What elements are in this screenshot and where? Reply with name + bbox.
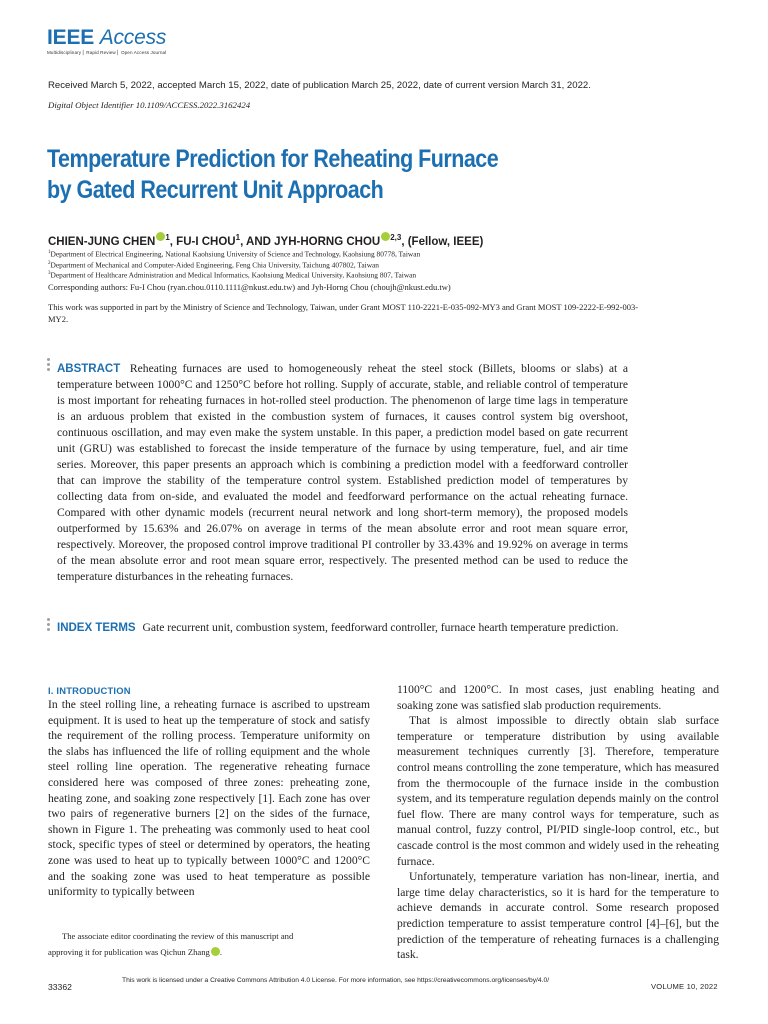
intro-paragraph-1: In the steel rolling line, a reheating furnace is ascribed to upstream equipment. It is used to heat up the temperature of stock and satisfy the requirement of the rolling process. Temperature uniformity on the slabs has influenced the life of rolling equipment and the whole steel rolling line operation. The regenerative reheating furnace considered here was composed of three zones: preheating zone, heating zone, and soaking zone respectively [1]. Each zone has over two pairs of regenerative burners [2] on the sides of the furnace, shown in Figure 1. The preheating was commonly used to heat cool stock, specific types of steel or determined by operators, the heating zone was used to heat up to typically between 1000°C and 1200°C and the soaking zone was used to heat temperature as possible uniformity to typically between bbox=[48, 698, 370, 899]
affiliation-number: 3 bbox=[48, 271, 51, 277]
footnote-editor: approving it for publication was Qichun Zhang bbox=[48, 947, 210, 957]
index-terms bbox=[57, 620, 628, 636]
affiliation-item bbox=[48, 248, 420, 259]
affiliation-text: Department of Mechanical and Computer-Aided Engineering, Feng Chia University, Taichung 407802, Taiwan bbox=[50, 260, 380, 270]
right-column bbox=[397, 682, 719, 963]
orcid-icon[interactable] bbox=[156, 232, 165, 241]
author-suffix: , (Fellow, IEEE) bbox=[401, 235, 484, 248]
affiliation-item bbox=[48, 259, 420, 270]
intro-paragraph-3: Unfortunately, temperature variation has non-linear, inertia, and large time delay characteristics, so it is hard for the temperature to achieve demands in accurate control. Some research proposed prediction temperature to assist temperature control [4]–[6], but the prediction of the temperature of reheating furnaces is a challenging task. bbox=[397, 870, 719, 962]
affiliation-number: 1 bbox=[48, 250, 51, 255]
abstract-text: Reheating furnaces are used to homogeneously reheat the steel stock (Billets, blooms or slabs) at a temperature between 1000°C and 1250°C before hot rolling. Supply of accurate, stable, and reliable control of temperature is most important for reheating furnaces in hot-rolled steel production. The phenomenon of large time lags in temperature is an arduous problem that existed in the combustion system of furnaces, it causes control system big overshoot, continuous oscillation, and may even make the system unstable. In this paper, a prediction model based on gate recurrent unit (GRU) was established to forecast the inside temperature of the furnace by using temperature, fuel, and air time series. Moreover, this paper presents an approach which is combining a prediction model with a feedforward controller that can improve the stability of the temperature control system. Established prediction model of temperatures by collecting data from on-side, and evaluated the model and feedforward performance on the actual reheating furnace. Compared with other dynamic models (recurrent neural network and long short-term memory), the proposed models outperformed by 15.63% and 26.07% on average in terms of the mean absolute error and root mean square error, respectively. Moreover, the proposed control improve traditional PI controller by 33.43% and 19.92% on average in terms of the mean absolute error and root mean square error, respectively. The presented method can be used to reduce the temperature disturbances in the reheating furnaces. bbox=[57, 362, 628, 583]
doi: Digital Object Identifier 10.1109/ACCESS.2022.3162424 bbox=[48, 100, 251, 110]
volume-label: VOLUME 10, 2022 bbox=[651, 982, 718, 991]
funding-note: This work was supported in part by the Ministry of Science and Technology, Taiwan, under Grant MOST 110-2221-E-035-092-MY3 and Grant MOST 109-2222-E-992-003-MY2. bbox=[48, 302, 639, 324]
section-heading-introduction: I. INTRODUCTION bbox=[48, 685, 131, 696]
author-1-affil: 1 bbox=[165, 233, 170, 242]
affiliations bbox=[48, 248, 420, 280]
journal-logo bbox=[47, 27, 166, 56]
index-terms-marker-icon bbox=[47, 618, 50, 633]
affiliation-text: Department of Healthcare Administration and Medical Informatics, Kaohsiung Medical University, Kaohsiung 807, Taiwan bbox=[50, 270, 417, 280]
affiliation-item bbox=[48, 269, 420, 280]
abstract-marker-icon bbox=[47, 358, 50, 373]
logo-access: Access bbox=[99, 26, 167, 49]
intro-paragraph-continued: 1100°C and 1200°C. In most cases, just enabling heating and soaking zone was satisfied slab production requirements. bbox=[397, 683, 719, 712]
footnote-line-1: The associate editor coordinating the review of this manuscript and bbox=[62, 931, 294, 941]
abstract-heading: ABSTRACT bbox=[57, 363, 121, 375]
orcid-icon[interactable] bbox=[381, 232, 390, 241]
logo-wordmark bbox=[47, 27, 166, 49]
logo-tagline: Multidisciplinary ⎜ Rapid Review ⎜ Open Access Journal bbox=[47, 50, 167, 55]
affiliation-text: Department of Electrical Engineering, National Kaohsiung University of Science and Technology, Kaohsiung 80778, Taiwan bbox=[50, 249, 421, 259]
author-3-name: , AND JYH-HORNG CHOU bbox=[240, 235, 381, 248]
author-1-name: CHIEN-JUNG CHEN bbox=[48, 235, 156, 248]
title-line-1: Temperature Prediction for Reheating Furnace bbox=[47, 145, 499, 173]
affiliation-number: 2 bbox=[48, 260, 51, 266]
received-dates: Received March 5, 2022, accepted March 15, 2022, date of publication March 25, 2022, date of current version March 31, 2022. bbox=[48, 80, 591, 91]
paper-title bbox=[47, 144, 563, 206]
left-column bbox=[48, 682, 370, 900]
index-terms-text: Gate recurrent unit, combustion system, feedforward controller, furnace hearth temperature prediction. bbox=[142, 621, 619, 634]
index-terms-heading: INDEX TERMS bbox=[57, 622, 136, 634]
page-number: 33362 bbox=[48, 982, 72, 992]
corresponding-authors: Corresponding authors: Fu-I Chou (ryan.chou.0110.1111@nkust.edu.tw) and Jyh-Horng Chou (choujh@nkust.edu.tw) bbox=[48, 282, 451, 292]
footnote-line-2: approving it for publication was Qichun Zhang . bbox=[48, 947, 222, 957]
abstract bbox=[57, 361, 628, 585]
orcid-icon[interactable] bbox=[211, 947, 220, 956]
author-3-affil: 2,3 bbox=[390, 233, 402, 242]
editor-footnote bbox=[48, 928, 370, 960]
title-line-2: by Gated Recurrent Unit Approach bbox=[47, 176, 384, 204]
license-notice[interactable]: This work is licensed under a Creative Commons Attribution 4.0 License. For more information, see https://creativecommons.org/licenses/by/4.0/ bbox=[122, 977, 550, 984]
author-list bbox=[48, 231, 483, 248]
author-2-name: , FU-I CHOU bbox=[169, 235, 236, 248]
logo-ieee: IEEE bbox=[47, 26, 95, 49]
author-2-affil: 1 bbox=[235, 233, 241, 242]
intro-paragraph-2: That is almost impossible to directly obtain slab surface temperature or temperature distribution by using available measurement techniques currently [3]. Therefore, temperature control means controlling the zone temperature, which has measured from the thermocouple of the furnace inside in the combustion system, and its temperature regulation depends mainly on the control fuel flow. There are many control ways for temperature, such as manual control, fuzzy control, PI/PID single-loop control, etc., but cascade control is the most common and widely used in the reheating furnace. bbox=[397, 714, 719, 868]
